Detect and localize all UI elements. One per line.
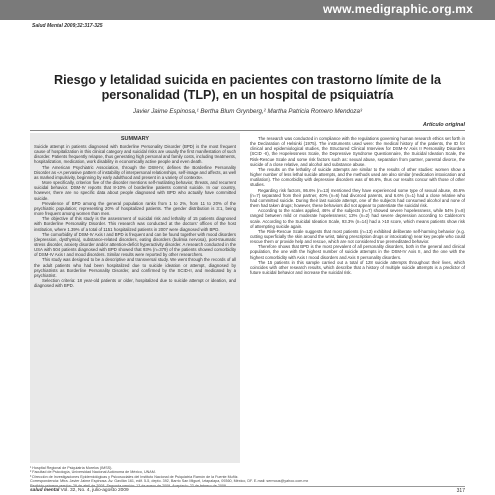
summary-paragraph: The objective of this study is the assessment of suicidal risk and lethality of 15 patients diagnosed with Borderline Personality Disorder. This research was conducted at the doctors' offices of the host institution, where 1.39% of a total of 1151 hospitalized patients in 2007 were diagnosed with BPD. <box>34 216 236 232</box>
top-banner <box>0 0 495 20</box>
article-authors: Javier Jaime Espinosa,¹ Bertha Blum Grynberg,² Martha Patricia Romero Mendoza³ <box>132 108 363 115</box>
footnote: ¹ Hospital Regional de Psiquiatría Morelos (IMSS). <box>30 466 113 470</box>
footnote: Recibido primera versión: 29 de abril de 2008. Segunda versión: 13 de enero de 2009. Aceptado: 23 de febrero de 2009. <box>30 483 228 488</box>
header-divider <box>30 130 465 131</box>
site-url[interactable]: www.medigraphic.org.mx <box>323 2 473 16</box>
right-column-text <box>250 136 465 466</box>
footnote: ² Facultad de Psicología, Universidad Nacional Autónoma de México, UNAM. <box>30 470 156 475</box>
footnotes <box>30 466 330 488</box>
footnote: Correspondencia: Mtra. Javier Jaime Espinosa. Av. Gavilán 161, edif. 5-5, depto. 392, Barrio San Miguel, Iztapalapa, 09360, México, DF. E-mail: sermous@yahoo.com.mx <box>30 479 309 484</box>
body-paragraph: Therefore shows that BPD is the most prevalent of all personality disorders, both in the general and clinical population, the one with the highest number of suicide attempts in the DSM-IV Axis II, and the one with the highest comorbidity with Axis I mood disorders and Axis II personality disorders. <box>250 244 465 260</box>
summary-paragraph: The comorbidity of DSM-IV Axis I and BPD is frequent and can be found together with mood disorders (depression, dysthymia), substance-related disorders, eating disorders (bulimia nervosa), post-traumatic stress disorder, anxiety disorder and/or attention-deficit hyperactivity disorder. A research conducted in the USA with 504 patients diagnosed with BPD showed that 93% (n=379) of the patients showed comorbidity of DSM-IV Axis I and mood disorders. Similar results were reported by other researchers. <box>34 231 236 258</box>
summary-paragraph: Suicide attempt in patients diagnosed with Borderline Personality Disorder (BPD) is the most frequent cause of hospitalization in this clinical category and suicidal risks are usually the first manifestation of such disorder. Patients frequently relapse, thus generating high personal and family costs, including treatments, hospitalization, medication, work disability in economically active people and even death. <box>34 144 236 165</box>
article-type: Artículo original <box>422 122 465 128</box>
summary-paragraph: More specifically, criterion five of the disorder mentions self-mutilating behavior, threats, and recurrent suicidal behavior. DSM-IV reports that 8-10% of borderline patients commit suicide. In our country, however, there are no specific data about people diagnosed with BPD who actually have committed suicide. <box>34 180 236 201</box>
article-title: Riesgo y letalidad suicida en pacientes con trastorno límite de la personalidad (TLP), en un hospital de psiquiatría <box>53 73 442 102</box>
body-paragraph: According to the scales applied, 46% of the subjects (n=7) showed severe hopelessness, while 54% (n=8) ranged between mild or moderate hopelessness; 13% (n=2) had severe depression according to Calderon's scale. According to the Suicidal Ideation Scale, 93.3% (n=14) had a >10 score, which means patients show risk of attempting suicide again. <box>250 208 465 229</box>
summary-paragraph: Selection criteria: 18 year-old patients or older, hospitalized due to suicide attempt or ideation, and diagnosed with BPD. <box>34 278 236 289</box>
footer-issue: Vol. 32, No. 4, julio-agosto 2009 <box>60 488 129 493</box>
body-paragraph: The Risk-Rescue Scale suggests that most patients (n=13) exhibited deliberate self-harming behavior (e.g. cutting superficially the skin around the wrist, taking prescription drugs or intoxicating) near key people who could rescue them or provide help and rescue, which are not considered true premeditated behavior. <box>250 228 465 245</box>
footer-journal-info <box>30 488 129 493</box>
summary-paragraph: Prevalence of BPD among the general population ranks from 1 to 2%, from 11 to 20% of the psychiatric population; representing 20% of hospitalized patients. The gender distribution is 3:1, being more frequent among women than men. <box>34 200 236 217</box>
footnote: ³ Dirección de Investigaciones Epidemiológicas y Psicosociales del Instituto Nacional de Psiquiatría Ramón de la Fuente Muñiz. <box>30 474 239 479</box>
footer-journal-name: salud mental <box>30 488 60 493</box>
page-number: 317 <box>456 488 465 494</box>
body-paragraph: The research was conducted in compliance with the regulations governing human research ethics set forth in the Declaration of Helsinki (1975). The instruments used were: the medical history of the patients, the ID for clinical and epidemiological studies, the Structured Clinical Interview for DSM-IV Axis II Personality Disorders (SCID -II), the Hopelessness Scale, the Depressive Syndrome Questionnaire, the Suicidal Ideation Scale, the Risk-Rescue Scale and some risk factors such as: sexual abuse, separation from partner, parental divorce, the suicide of a close relative, and alcohol and substance abuse. <box>250 136 465 167</box>
body-paragraph: The results on the lethality of suicide attempts are similar to the results of other studies: women show a higher number of less lethal suicide attempts, and the methods used are also similar (medication intoxication and mutilation). The comorbidity with depressive disorders was of 66.6%, thus our results concur with those of other studies. <box>250 166 465 188</box>
body-paragraph: The 15 patients in this sample carried out a total of 128 suicide attempts throughout their lives, which coincides with other research results, which describe that a history of multiple suicide attempts is a predictor of future suicidal behavior and increase the suicidal risk. <box>250 259 465 276</box>
summary-paragraph: The American Psychiatric Association, through the DSM-IV, defines the Borderline Personality Disorder as «A pervasive pattern of instability of interpersonal relationships, self-image and affects, as well as marked impulsivity, beginning by early adulthood and present in a variety of contexts». <box>34 164 236 180</box>
body-paragraph: Regarding risk factors, 86.6% (n=13) mentioned they have experienced some type of sexual abuse, 46.6% (n=7) separated from their partner, 40% (n=6) had divorced parents, and 6.6% (n=1) had a close relative who had committed suicide. During their last suicide attempt, one of the subjects had consumed alcohol and none of them had taken drugs; however, these behaviors did not appear to potentiate the suicidal risk. <box>250 187 465 209</box>
summary-text <box>34 144 236 464</box>
summary-paragraph: This study was designed to be a descriptive and transversal study. We went through the records of all the adult patients who had been hospitalized due to suicide ideation or attempt, diagnosed by psychiatrists as Borderline Personality Disorder, and confirmed by the SCID-II, and medicated by a psychiatrist. <box>34 257 236 278</box>
journal-reference: Salud Mental 2009;32:317-325 <box>32 23 103 29</box>
summary-heading: SUMMARY <box>120 136 150 142</box>
